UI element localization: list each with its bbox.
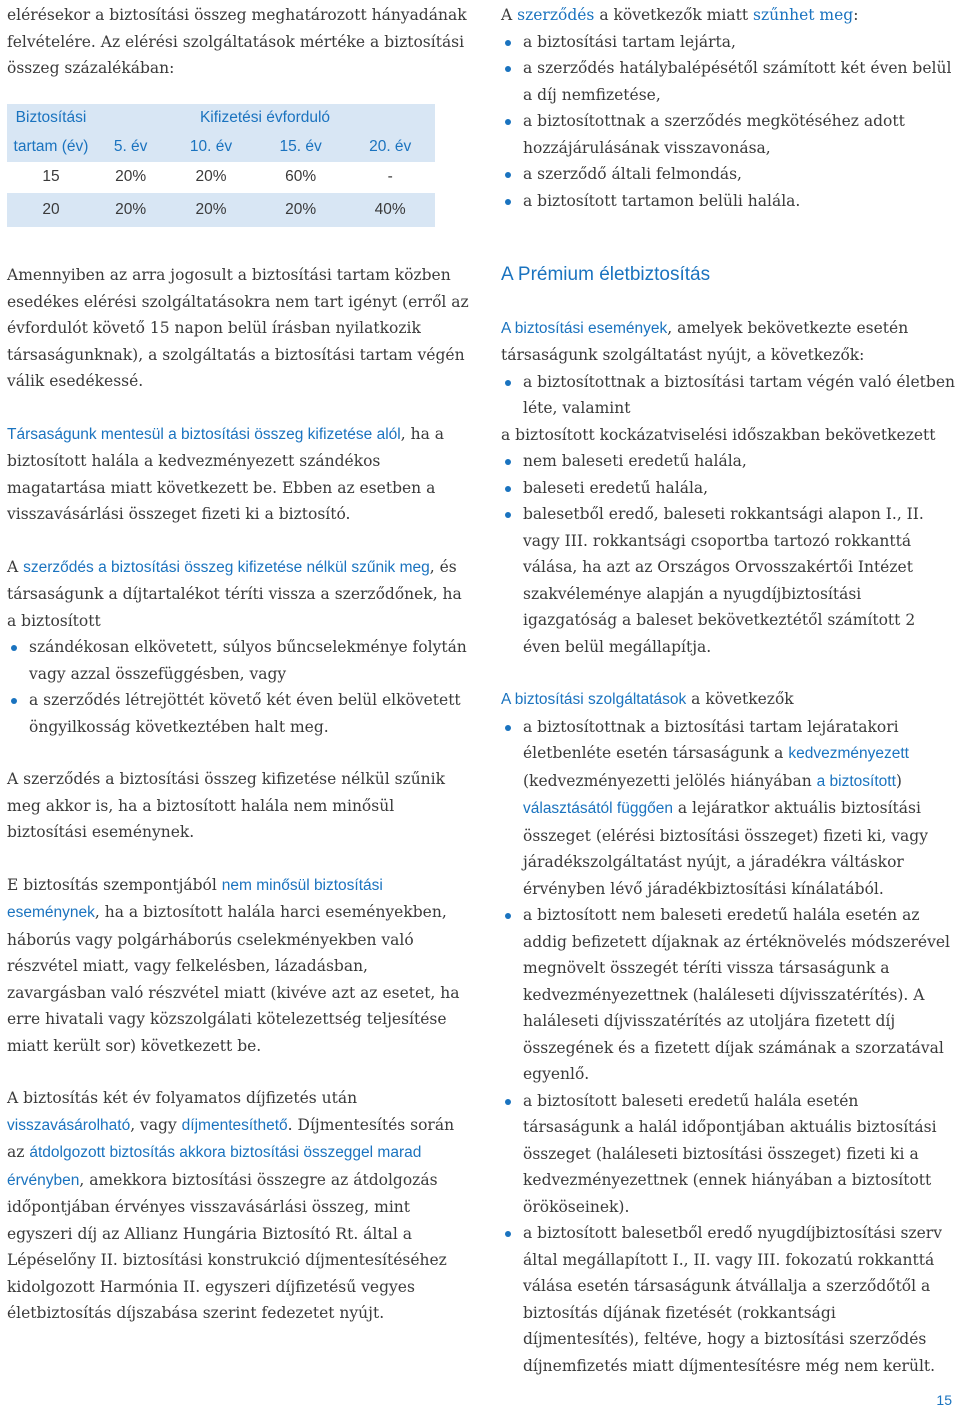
list-item: a szerződés létrejöttét követő két éven belül elkövetett öngyilkosság következtében halt meg.	[7, 687, 469, 740]
intro-text: elérésekor a biztosítási összeg meghatározott hányadának felvételére. Az elérési szolgáltatások mértéke a biztosítási összeg százalékában:	[7, 6, 467, 77]
termination-lead: A szerződés a következők miatt szűnhet meg:	[501, 6, 859, 24]
termination-list	[501, 29, 956, 215]
list-item: a biztosítottnak a biztosítási tartam lejáratakori életbenléte esetén társaságunk a kedvezményezett (kedvezményezetti jelölés hiányában a biztosított) választásától függően a lejáratkor aktuális biztosítási összeget (elérési biztosítási összeget) fizeti ki, vagy járadékszolgáltatást nyújt, a járadékra váltáskor érvényben lévő járadékbiztosítási kínálatából.	[501, 714, 956, 903]
page-number: 15	[936, 1392, 952, 1408]
table-row	[7, 193, 435, 227]
list-item: a biztosított baleseti eredetű halála esetén társaságunk a halál időpontjában aktuális biztosítási összeget (haláleseti biztosítási összeget) fizeti ki a kedvezményezettnek (ennek hiányában a biztosított örököseinek).	[501, 1088, 956, 1221]
paragraph-services: A biztosítási szolgáltatások a következők	[501, 690, 794, 708]
termination-reasons-list	[7, 634, 469, 740]
table-year-header: 20. év	[345, 133, 435, 162]
list-item: a szerződő általi felmondás,	[501, 161, 956, 188]
payout-table	[7, 104, 435, 227]
services-list	[501, 714, 956, 1380]
intro-block	[7, 2, 469, 82]
paragraph-claim: Amennyiben az arra jogosult a biztosítási tartam közben esedékes elérési szolgáltatásokra nem tart igényt (erről az évfordulót követő 15 napon belül írásban nyilatkozik társaságunknak), a szolgáltatás a biztosítási tartam végén válik esedékessé.	[7, 266, 469, 390]
list-item: balesetből eredő, baleseti rokkantsági alapon I., II. vagy III. rokkantsági csoportba tartozó rokkanttá válása, ha azt az Országos Orvosszakértői Intézet szakvéleménye alapján a nyugdíjbiztosítási igazgatóság a baleset bekövetkeztétől számított 2 éven belül megállapítja.	[501, 501, 956, 660]
table-year-header: 10. év	[166, 133, 256, 162]
paragraph-termination-no-payout: A szerződés a biztosítási összeg kifizetése nélkül szűnik meg, és társaságunk a díjtartalékot téríti vissza a szerződőnek, ha a biztosított	[7, 557, 462, 630]
paragraph-events: A biztosítási események, amelyek bekövetkezte esetén társaságunk szolgáltatást nyújt, a következők:	[501, 318, 909, 364]
list-item: baleseti eredetű halála,	[501, 475, 956, 502]
table-header-term-line2: tartam (év)	[7, 133, 95, 162]
paragraph-exclusions: E biztosítás szempontjából nem minősül biztosítási eseménynek, ha a biztosított halála harci eseményekben, háborús vagy polgárháborús cselekményekben való részvétel miatt, vagy felkelésben, lázadásban, zavargásban való részvétel miatt (kivéve azt az esetet, ha erre hivatali vagy közszolgálati kötelezettség teljesítése miatt került sor) következett be.	[7, 875, 460, 1055]
list-item: a szerződés hatálybalépésétől számított két éven belül a díj nemfizetése,	[501, 55, 956, 108]
list-item: szándékosan elkövetett, súlyos bűncselekménye folytán vagy azzal összefüggésben, vagy	[7, 634, 469, 687]
events-list-1	[501, 369, 956, 422]
list-item: a biztosítottnak a biztosítási tartam végén való életben léte, valamint	[501, 369, 956, 422]
table-year-header: 5. év	[95, 133, 166, 162]
left-column	[7, 262, 469, 1327]
list-item: a biztosított nem baleseti eredetű halála esetén az addig befizetett díjaknak az értéknövelés módszerével megnövelt összegét téríti vissza társaságunk a kedvezményezettnek (haláleseti díjvisszatérítés). A haláleseti díjvisszatérítés az utoljára fizetett díj összegének és a fizetett díjak számának a szorzatával egyenlő.	[501, 902, 956, 1088]
table-cell: 20%	[115, 168, 147, 186]
section-title: A Prémium életbiztosítás	[501, 264, 711, 285]
list-item: a biztosítási tartam lejárta,	[501, 29, 956, 56]
list-item: a biztosított tartamon belüli halála.	[501, 188, 956, 215]
table-cell: 20%	[115, 200, 147, 218]
paragraph-exemption: Társaságunk mentesül a biztosítási összeg kifizetése alól, ha a biztosított halála a kedvezményezett szándékos magatartása miatt következett be. Ebben az esetben a visszavásárlási összeget fizeti ki a biztosító.	[7, 424, 444, 523]
events-list-2	[501, 448, 956, 660]
termination-block	[501, 2, 956, 214]
table-cell: 20%	[285, 200, 317, 218]
table-header-term-line1: Biztosítási	[7, 104, 95, 133]
table-cell: 15	[42, 168, 60, 186]
table-cell: 20%	[195, 200, 227, 218]
events-mid-text: a biztosított kockázatviselési időszakban bekövetkezett	[501, 425, 936, 444]
right-column	[501, 262, 956, 1379]
table-cell: 20%	[195, 168, 227, 186]
list-item: nem baleseti eredetű halála,	[501, 448, 956, 475]
table-cell: -	[387, 168, 393, 186]
table-group-header: Kifizetési évforduló	[95, 104, 435, 133]
paragraph-surrender: A biztosítás két év folyamatos díjfizetés után visszavásárolható, vagy díjmentesíthető. Díjmentesítés során az átdolgozott biztosítás akkora biztosítási összeggel marad érvényben, amekkora biztosítási összegre az átdolgozás időpontjában érvényes visszavásárlási összeg, mint egyszeri díj az Allianz Hungária Biztosító Rt. által a Lépéselőny II. biztosítási konstrukció díjmentesítéséhez kidolgozott Harmónia II. egyszeri díjfizetésű vegyes életbiztosítás díjszabása szerint fedezetet nyújt.	[7, 1089, 455, 1322]
table-cell: 60%	[285, 168, 317, 186]
table-cell: 40%	[374, 200, 406, 218]
list-item: a biztosítottnak a szerződés megkötéséhez adott hozzájárulásának visszavonása,	[501, 108, 956, 161]
table-year-header: 15. év	[256, 133, 346, 162]
paragraph-not-insured-event: A szerződés a biztosítási összeg kifizetése nélkül szűnik meg akkor is, ha a biztosított halála nem minősül biztosítási eseménynek.	[7, 770, 446, 841]
table-row	[7, 162, 435, 193]
list-item: a biztosított balesetből eredő nyugdíjbiztosítási szerv által megállapított I., II. vagy III. fokozatú rokkanttá válása esetén társaságunk átvállalja a szerződőtől a biztosítás díjának fizetését (rokkantsági díjmentesítés), feltéve, hogy a biztosítási szerződés díjnemfizetés miatt díjmentesítésre még nem került.	[501, 1220, 956, 1379]
table-cell: 20	[42, 200, 60, 218]
